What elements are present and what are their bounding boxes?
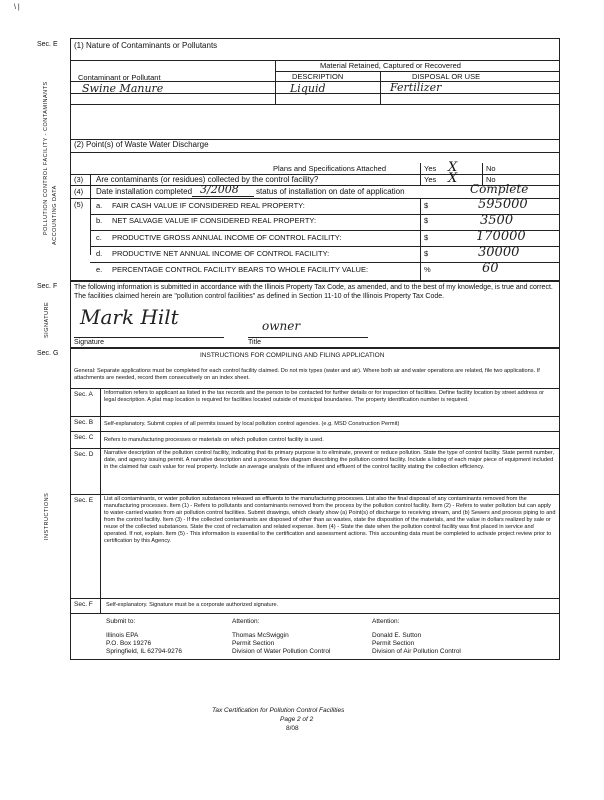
value-symbol: $	[424, 201, 429, 210]
item4-date: 3/2008	[200, 183, 239, 196]
title-value[interactable]: owner	[262, 319, 301, 333]
sec-c-label: Sec. C	[74, 434, 94, 441]
sec-e-label: Sec. E	[74, 497, 94, 504]
attention-label-2: Attention:	[372, 618, 400, 625]
value-label: PRODUCTIVE GROSS ANNUAL INCOME OF CONTROL FACILITY:	[112, 233, 342, 242]
section-f-label: Sec. F	[37, 283, 58, 290]
contact2-line: Permit Section	[372, 640, 415, 647]
item3-text: Are contaminants (or residues) collected by the control facility?	[96, 175, 319, 184]
value-label: FAIR CASH VALUE IF CONSIDERED REAL PROPERTY:	[112, 201, 305, 210]
sec-d-text: Narrative description of the pollution control facility, indicating that its primary purpose is to eliminate, prevent or reduce pollution. State the type of control facility. State permit number, date, and agency issuing permit. A narrative description and a process flow diagram describing the pollution control facility. Include a listing of each major piece of equipment included in the claimed fair cash value for real property. Include an average analysis of the influent and effluent of the control facility stating the collection efficiency.	[104, 450, 555, 470]
sec-a-text: Information refers to applicant as listed in the tax records and the person to be contacted for further details or for inspection of facilities. Define facility location by street address or legal description. A plat map location is required for facilities located outside of municipal boundaries. The property identification number is required.	[104, 390, 544, 403]
value-label: PRODUCTIVE NET ANNUAL INCOME OF CONTROL FACILITY:	[112, 249, 330, 258]
item1-title: (1) Nature of Contaminants or Pollutants	[74, 41, 218, 50]
sec-f-text: Self-explanatory. Signature must be a corporate authorized signature.	[106, 602, 279, 608]
plans-no: No	[486, 164, 496, 173]
contact2-line: Division of Air Pollution Control	[372, 648, 461, 655]
general-text: General: Separate applications must be completed for each control facility claimed. Do not mix types (water and air). Where both air and water operations are related, file two applications. If attachments are needed, record them consecutively on an index sheet.	[74, 368, 540, 381]
item4-text-b: status of installation on date of application	[256, 187, 405, 196]
signature-value[interactable]: Mark Hilt	[80, 305, 179, 329]
sec-c-text: Refers to manufacturing processes or materials on which pollution control facility is used.	[104, 437, 324, 443]
plans-yes: Yes	[424, 164, 437, 173]
item2-title: (2) Point(s) of Waste Water Discharge	[74, 140, 209, 149]
corner-marks: \ |	[14, 4, 20, 11]
material-header: Material Retained, Captured or Recovered	[320, 61, 461, 70]
value-label: NET SALVAGE VALUE IF CONSIDERED REAL PROPERTY:	[112, 216, 317, 225]
instructions-heading: INSTRUCTIONS FOR COMPILING AND FILING APPLICATION	[200, 352, 385, 359]
attention-label-1: Attention:	[232, 618, 260, 625]
section-g-label: Sec. G	[37, 350, 59, 357]
plans-label: Plans and Specifications Attached	[273, 164, 386, 173]
col-contaminant: Contaminant or Pollutant	[78, 73, 161, 82]
value-label: PERCENTAGE CONTROL FACILITY BEARS TO WHOLE FACILITY VALUE:	[112, 265, 369, 274]
item5-num: (5)	[74, 200, 84, 209]
entry-disposal: Fertilizer	[390, 81, 442, 94]
value-letter: b.	[96, 216, 103, 225]
value-symbol: $	[424, 233, 429, 242]
sec-e-text: List all contaminants, or water pollution substances released as effluents to the manufacturing processes. List also the final disposal of any contaminants removed from the manufacturing processes. Item (1) - Refers to pollutants and contaminants removed from the process by the pollution control facility. Item (2) - Refers to water pollution but can apply to water-carried wastes from air pollution control facilities. Submit drawings, which clearly show (a) Point(s) of discharge to receiving stream, and (b) Sewers and process piping to and from the control facility. Item (3) - If the collected contaminants are disposed of other than as wastes, state the disposition of the materials, and the value in dollars realized by sale or reuse of the collected substances. State the cost of reclamation and related expense. Item (4) - State the date when the pollution control facility was first placed in service and operated. If not, explain. Item (5) - This information is essential to the certification and assessment actions. This accounting data must be completed to activate project review prior to certification by this Agency.	[104, 496, 556, 544]
value-letter: e.	[96, 265, 103, 274]
submit-to-label: Submit to:	[106, 618, 136, 625]
value-letter: d.	[96, 249, 103, 258]
contact1-line: Division of Water Pollution Control	[232, 648, 331, 655]
col-disposal: DISPOSAL OR USE	[412, 72, 481, 81]
item4-status: Complete	[470, 182, 529, 196]
value-symbol: %	[424, 265, 431, 274]
footer-code: 8/08	[286, 725, 299, 732]
signature-caption: Signature	[74, 339, 104, 346]
value-amount: 170000	[476, 229, 526, 244]
title-caption: Title	[248, 339, 261, 346]
item3-yes-check[interactable]: X	[448, 171, 458, 186]
section-f-side-label: SIGNATURE	[44, 301, 50, 338]
plans-yes-check[interactable]: X	[448, 160, 458, 175]
item3-yes: Yes	[424, 175, 437, 184]
sec-a-label: Sec. A	[74, 391, 93, 398]
item3-no: No	[486, 175, 496, 184]
entry-contaminant: Swine Manure	[82, 82, 164, 95]
value-amount: 30000	[478, 245, 520, 260]
value-amount: 595000	[478, 197, 528, 212]
value-amount: 3500	[480, 213, 514, 228]
value-symbol: $	[424, 216, 429, 225]
item4-num: (4)	[74, 187, 84, 196]
address-line: P.O. Box 19276	[106, 640, 152, 647]
footer-title: Tax Certification for Pollution Control Facilities	[212, 707, 345, 714]
sec-b-text: Self-explanatory. Submit copies of all permits issued by local pollution control agencies. (e.g. MSD Construction Permit)	[104, 421, 400, 427]
section-f-text: The following information is submitted in accordance with the Illinois Property Tax Code, as amended, and to the best of my knowledge, is true and correct. The facilities claimed herein are "pollution control facilities" as defined in Section 11-10 of the Illinois Property Tax Code.	[74, 284, 553, 301]
sec-f-label: Sec. F	[74, 601, 93, 608]
contact1-line: Thomas McSwiggin	[232, 632, 289, 639]
address-line: Illinois EPA	[106, 632, 139, 639]
col-description: DESCRIPTION	[292, 72, 344, 81]
value-letter: a.	[96, 201, 103, 210]
value-letter: c.	[96, 233, 102, 242]
contact1-line: Permit Section	[232, 640, 275, 647]
value-symbol: $	[424, 249, 429, 258]
sec-d-label: Sec. D	[74, 451, 94, 458]
section-e-label: Sec. E	[37, 41, 58, 48]
section-e-side-label: POLLUTION CONTROL FACILITY - CONTAMINANTS	[43, 81, 49, 235]
item4-text-a: Date installation completed	[96, 187, 193, 196]
footer-page: Page 2 of 2	[280, 716, 314, 723]
value-amount: 60	[482, 261, 499, 276]
entry-description: Liquid	[290, 82, 326, 95]
section-e-side-label-2: ACCOUNTING DATA	[52, 185, 58, 245]
contact2-line: Donald E. Sutton	[372, 632, 422, 639]
item3-num: (3)	[74, 175, 84, 184]
section-g-side-label: INSTRUCTIONS	[44, 492, 50, 540]
address-line: Springfield, IL 62794-9276	[106, 648, 183, 655]
sec-b-label: Sec. B	[74, 419, 94, 426]
